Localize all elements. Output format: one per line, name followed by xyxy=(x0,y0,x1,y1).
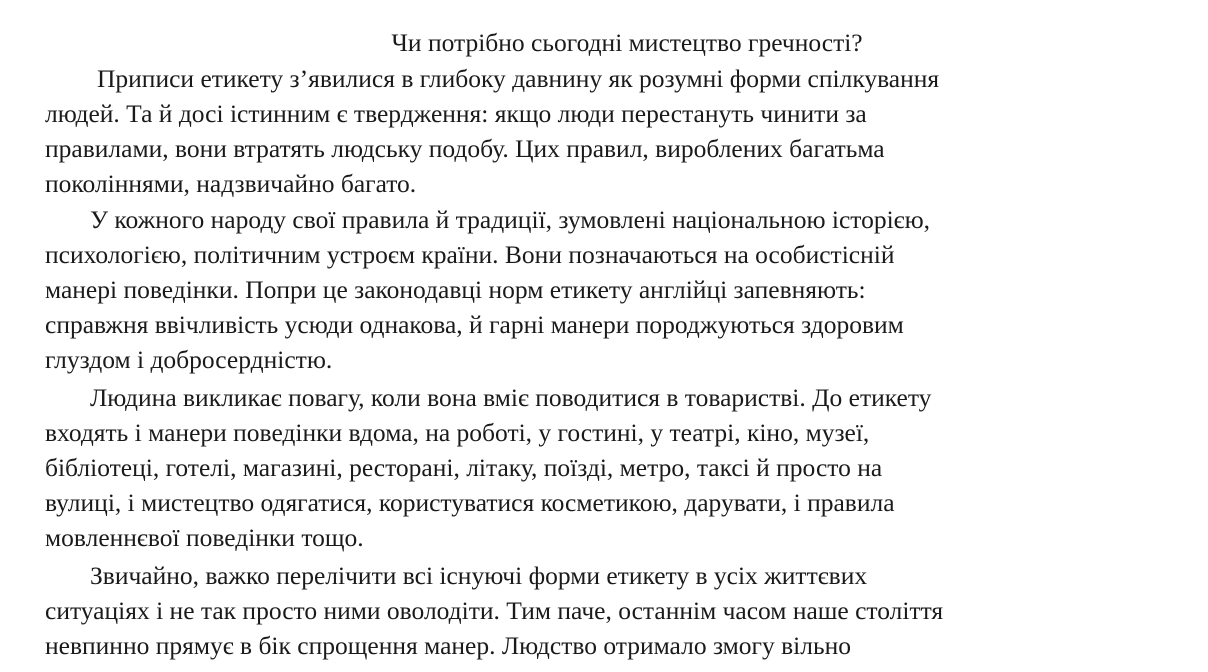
paragraph-2-line-2: психологією, політичним устроєм країни. Вони позначаються на особистісній xyxy=(45,240,895,269)
paragraph-3-line-2: входять і манери поведінки вдома, на роботі, у гостині, у театрі, кіно, музеї, xyxy=(45,418,870,447)
paragraph-2-line-4: справжня ввічливість усюди однакова, й гарні манери породжуються здоровим xyxy=(45,310,904,339)
paragraph-4-line-1: Звичайно, важко перелічити всі існуючі форми етикету в усіх життєвих xyxy=(90,561,868,590)
paragraph-3-line-3: бібліотеці, готелі, магазині, ресторані, літаку, поїзді, метро, таксі й просто на xyxy=(45,453,883,482)
paragraph-2-line-5: глуздом і добросердністю. xyxy=(45,345,333,374)
paragraph-1-line-4: поколіннями, надзвичайно багато. xyxy=(45,169,417,198)
paragraph-4-line-2: ситуаціях і не так просто ними оволодіти. Тим паче, останнім часом наше століття xyxy=(45,596,944,625)
paragraph-4-line-3: невпинно прямує в бік спрощення манер. Людство отримало змогу вільно xyxy=(45,631,852,660)
paragraph-2-line-1: У кожного народу свої правила й традиції, зумовлені національною історією, xyxy=(90,205,931,234)
paragraph-3-line-4: вулиці, і мистецтво одягатися, користуватися косметикою, дарувати, і правила xyxy=(45,488,895,517)
paragraph-3-line-5: мовленнєвої поведінки тощо. xyxy=(45,523,364,552)
document-title: Чи потрібно сьогодні мистецтво гречності? xyxy=(391,28,863,57)
paragraph-1-line-1: Приписи етикету з’явилися в глибоку давнину як розумні форми спілкування xyxy=(97,64,940,93)
paragraph-2-line-3: манері поведінки. Попри це законодавці норм етикету англійці запевняють: xyxy=(45,275,866,304)
paragraph-3-line-1: Людина викликає повагу, коли вона вміє поводитися в товаристві. До етикету xyxy=(90,383,932,412)
paragraph-1-line-3: правилами, вони втратять людську подобу. Цих правил, вироблених багатьма xyxy=(45,134,885,163)
paragraph-1-line-2: людей. Та й досі істинним є твердження: якщо люди перестануть чинити за xyxy=(45,99,867,128)
